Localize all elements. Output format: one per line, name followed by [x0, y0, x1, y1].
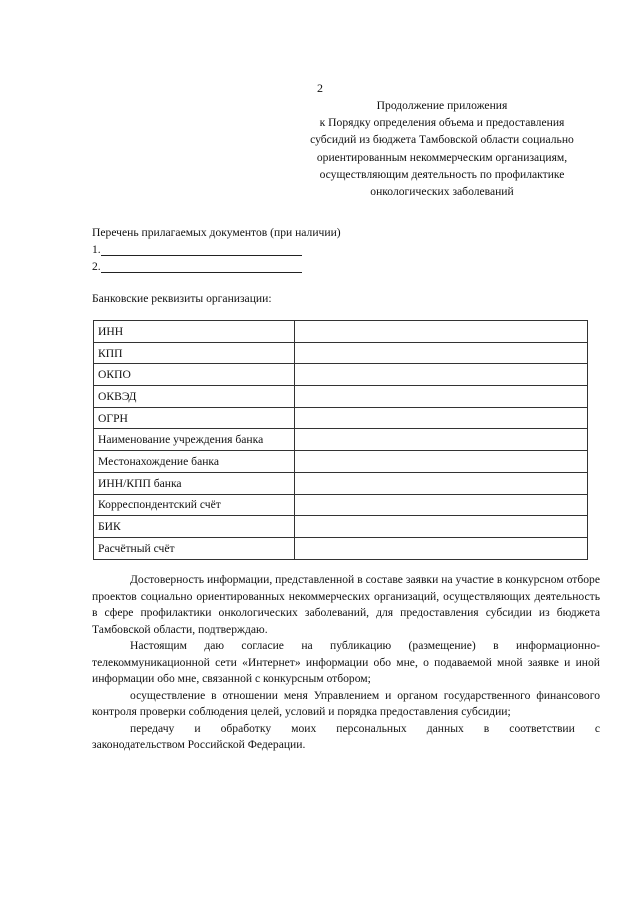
- row-label-bank-inn-kpp: ИНН/КПП банка: [94, 472, 295, 494]
- table-row: [94, 537, 588, 559]
- bank-details-table: [93, 320, 588, 560]
- table-row: [94, 386, 588, 408]
- appendix-header: [300, 97, 584, 200]
- row-value-bank-inn-kpp[interactable]: [295, 472, 588, 494]
- table-row: [94, 321, 588, 343]
- document-field-2[interactable]: [92, 260, 302, 276]
- row-value-inn[interactable]: [295, 321, 588, 343]
- table-row: [94, 364, 588, 386]
- declaration-text: [92, 572, 600, 754]
- document-blank-line: [101, 255, 302, 256]
- row-label-okved: ОКВЭД: [94, 386, 295, 408]
- row-label-okpo: ОКПО: [94, 364, 295, 386]
- row-label-bank-location: Местонахождение банка: [94, 451, 295, 473]
- table-row: [94, 407, 588, 429]
- appendix-line: субсидий из бюджета Тамбовской области социально: [310, 133, 574, 147]
- paragraph-reliability: Достоверность информации, представленной в составе заявки на участие в конкурсном отборе проектов социально ориентированных некоммерческих организаций, осуществляющих деятельность в сфере профилактики онкологических заболеваний, для предоставления субсидии из бюджета Тамбовской области, подтверждаю.: [92, 573, 600, 636]
- page-number: 2: [317, 81, 323, 95]
- row-value-bank-location[interactable]: [295, 451, 588, 473]
- row-label-bank-name: Наименование учреждения банка: [94, 429, 295, 451]
- appendix-line: осуществляющим деятельность по профилактике: [319, 167, 565, 181]
- appendix-line: Продолжение приложения: [376, 99, 508, 112]
- row-value-okved[interactable]: [295, 386, 588, 408]
- row-label-current-account: Расчётный счёт: [94, 537, 295, 559]
- table-row: [94, 429, 588, 451]
- row-value-corr-account[interactable]: [295, 494, 588, 516]
- paragraph-control-consent: осуществление в отношении меня Управлением и органом государственного финансового контроля проверки соблюдения целей, условий и порядка предоставления субсидии;: [92, 688, 600, 718]
- document-number: 1.: [92, 243, 101, 256]
- row-value-bik[interactable]: [295, 516, 588, 538]
- paragraph-personal-data: передачу и обработку моих персональных данных в соответствии с: [130, 721, 600, 735]
- table-row: [94, 451, 588, 473]
- row-label-ogrn: ОГРН: [94, 407, 295, 429]
- table-row: [94, 472, 588, 494]
- document-number: 2.: [92, 260, 101, 273]
- row-value-kpp[interactable]: [295, 342, 588, 364]
- table-row: [94, 516, 588, 538]
- row-value-ogrn[interactable]: [295, 407, 588, 429]
- table-row: [94, 342, 588, 364]
- row-value-okpo[interactable]: [295, 364, 588, 386]
- appendix-line: к Порядку определения объема и предоставления: [319, 116, 565, 130]
- document-field-1[interactable]: [92, 243, 302, 259]
- row-label-bik: БИК: [94, 516, 295, 538]
- documents-title: Перечень прилагаемых документов (при наличии): [92, 226, 341, 239]
- row-value-current-account[interactable]: [295, 537, 588, 559]
- row-label-inn: ИНН: [94, 321, 295, 343]
- document-blank-line: [101, 272, 302, 273]
- table-row: [94, 494, 588, 516]
- appendix-line: онкологических заболеваний: [370, 185, 514, 199]
- paragraph-publication-consent: Настоящим даю согласие на публикацию (размещение) в информационно-телекоммуникационной сети «Интернет» информации обо мне, о подаваемой мной заявке и иной информации обо мне, связанной с конкурсным отбором;: [92, 639, 600, 685]
- bank-details-title: Банковские реквизиты организации:: [92, 292, 272, 305]
- appendix-line: ориентированным некоммерческим организациям,: [316, 150, 568, 164]
- paragraph-personal-data-end: законодательством Российской Федерации.: [92, 738, 306, 751]
- row-value-bank-name[interactable]: [295, 429, 588, 451]
- row-label-kpp: КПП: [94, 342, 295, 364]
- row-label-corr-account: Корреспондентский счёт: [94, 494, 295, 516]
